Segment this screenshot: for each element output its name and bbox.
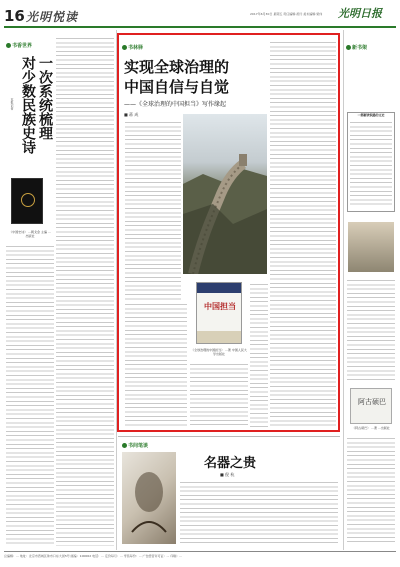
feature-title-line2: 中国自信与自觉 bbox=[124, 78, 230, 96]
feature-body-col3 bbox=[270, 40, 336, 428]
book-cover-ornament bbox=[21, 193, 35, 207]
feature-subtitle: ——《全球治理的中国担当》写作缘起 bbox=[124, 101, 227, 108]
section-marker-icon bbox=[6, 43, 11, 48]
lower-divider bbox=[118, 436, 340, 437]
section-marker-icon bbox=[122, 45, 127, 50]
ink-painting-illustration bbox=[122, 452, 176, 544]
right-photo bbox=[348, 222, 394, 272]
lower-section-label bbox=[122, 442, 148, 449]
great-wall-illustration bbox=[183, 114, 267, 274]
footer-text: 总编辑：... 地址：北京市西城区珠市口东大街5号 邮编：100062 电话：... 定价每月：... 零售每份：... 广告经营许可证：... 印刷：... bbox=[4, 554, 183, 558]
right-book-cover bbox=[350, 388, 392, 424]
right-section-text: 新书架 bbox=[352, 45, 368, 51]
lower-byline: ■ 倪 杭 bbox=[220, 472, 235, 477]
right-box-text bbox=[350, 120, 392, 208]
feature-title-line1: 实现全球治理的 bbox=[124, 58, 230, 76]
right-divider bbox=[343, 30, 344, 550]
page-number: 16 bbox=[4, 7, 25, 25]
left-lower-text bbox=[6, 244, 54, 544]
feature-book-title: 中国担当 bbox=[204, 301, 236, 311]
lower-section-text: 书间笔谈 bbox=[128, 443, 149, 449]
feature-body-col1 bbox=[125, 120, 181, 300]
section-name: 光明悦读 bbox=[26, 10, 79, 24]
left-section-text: 书香世界 bbox=[12, 43, 33, 49]
left-headline bbox=[9, 56, 53, 171]
feature-body-col4 bbox=[250, 282, 268, 428]
right-book-cover-text: 阿古硕巴 bbox=[358, 398, 386, 406]
footer-rule bbox=[4, 551, 396, 552]
section-marker-icon bbox=[122, 443, 127, 448]
right-box-title: 一部解读铁路的文史 bbox=[357, 113, 385, 117]
feature-book-caption: 《全球治理的中国担当》 ...著 中国人民大学出版社 bbox=[191, 348, 247, 356]
feature-body-col2 bbox=[125, 302, 187, 428]
lower-ink-image bbox=[122, 452, 176, 544]
left-body-text bbox=[56, 36, 114, 546]
book-cover-bottom-band bbox=[197, 331, 241, 343]
feature-section-label bbox=[122, 44, 143, 51]
left-book-cover bbox=[11, 178, 43, 224]
right-box bbox=[347, 112, 395, 212]
date-info: 2017年6月30日 星期五 责任编辑:祝玲 美术编辑:梁伟 bbox=[250, 12, 323, 16]
header-rule bbox=[4, 26, 396, 28]
feature-body-col5 bbox=[190, 362, 248, 428]
feature-author: ■ 蒋 成 bbox=[124, 112, 139, 117]
right-section-label bbox=[346, 44, 367, 51]
section-marker-icon bbox=[346, 45, 351, 50]
lower-headline: 名器之贵 bbox=[204, 456, 257, 471]
left-book-caption: 《中国史诗》 ...朝戈金 主编 ...出版社 bbox=[9, 230, 51, 238]
left-byline: 本报记者 bbox=[10, 98, 14, 110]
left-headline-line2: 对少数民族史诗 bbox=[20, 56, 36, 154]
left-headline-line1: 一次系统梳理 bbox=[37, 56, 53, 140]
right-lower-text bbox=[347, 436, 395, 544]
great-wall-photo bbox=[183, 114, 267, 274]
book-cover-top-band bbox=[197, 283, 241, 293]
feature-book-cover bbox=[196, 282, 242, 344]
right-body-text bbox=[347, 278, 395, 380]
masthead-logo: 光明日报 bbox=[338, 7, 382, 20]
left-section-label bbox=[6, 42, 32, 49]
lower-body-text bbox=[180, 480, 338, 544]
right-caption: 《阿古硕巴》 ...著 ...出版社 bbox=[352, 426, 390, 430]
feature-section-text: 书林驿 bbox=[128, 45, 144, 51]
